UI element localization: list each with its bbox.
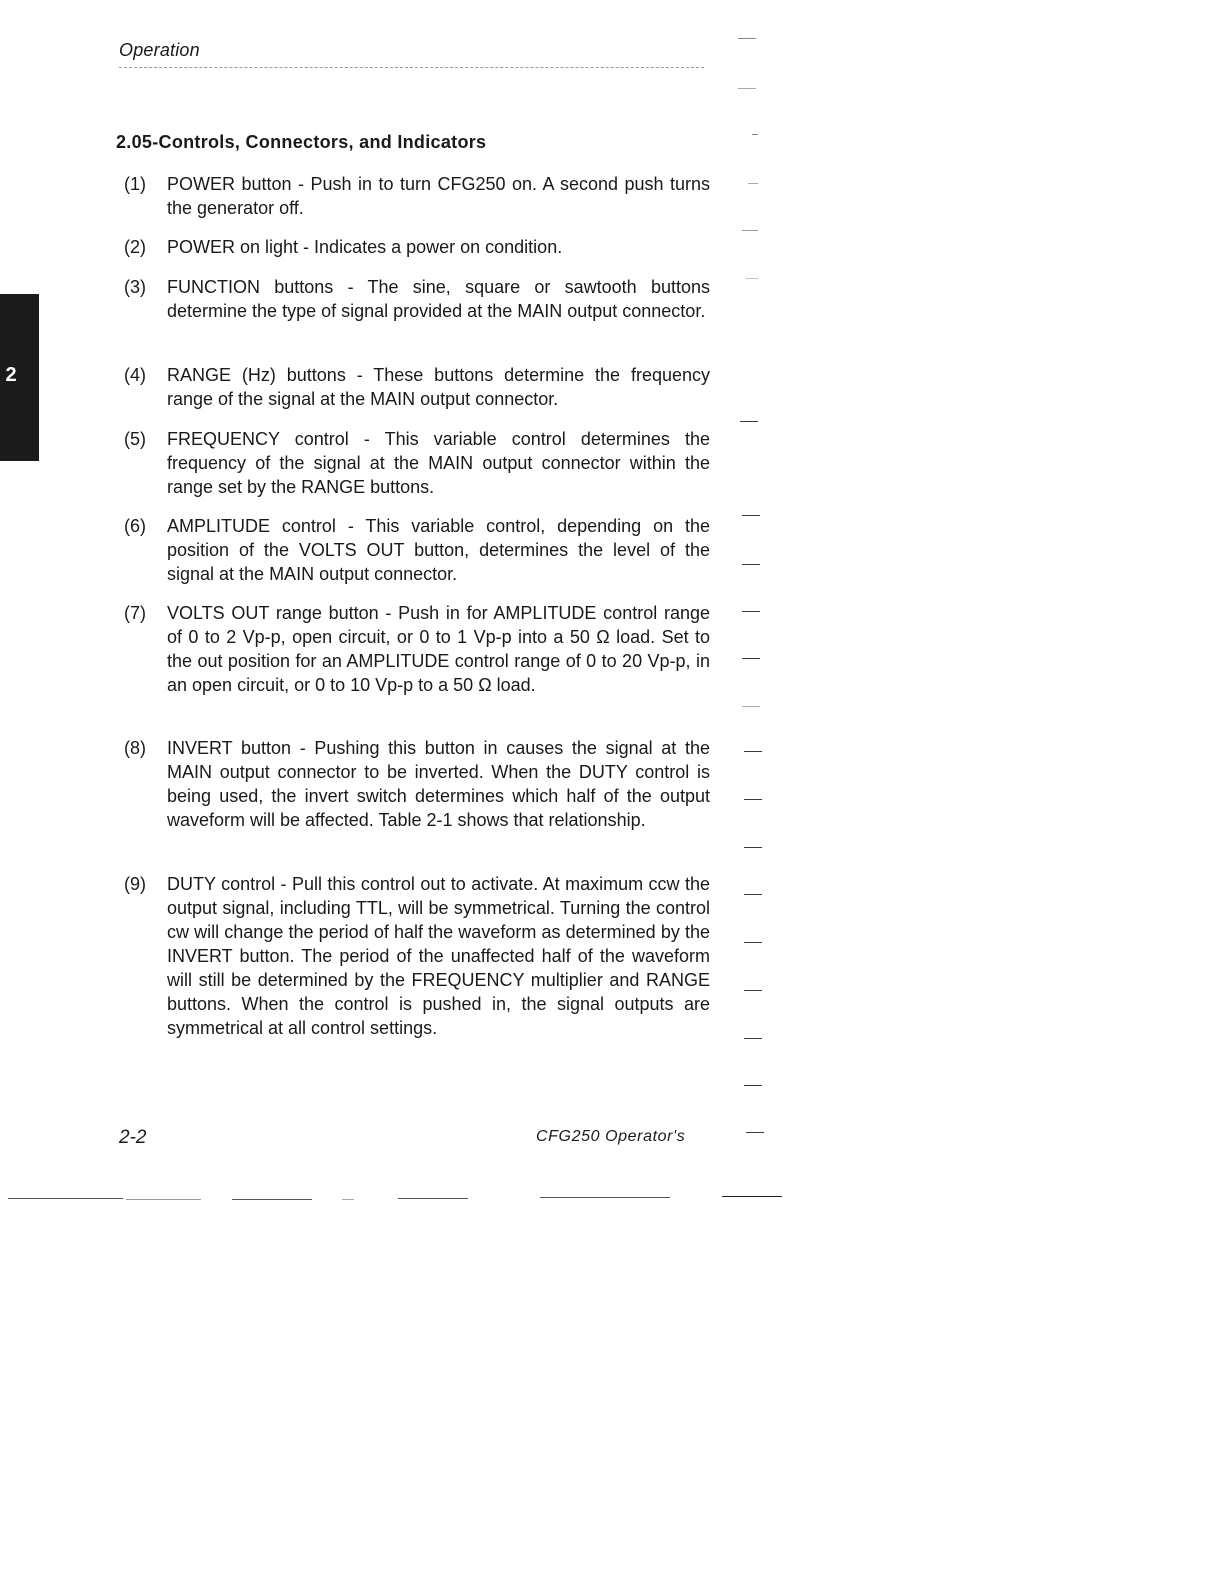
chapter-tab-label: 2 bbox=[5, 364, 17, 386]
list-item bbox=[124, 427, 710, 499]
list-item bbox=[124, 514, 710, 586]
bottom-rule bbox=[8, 1198, 123, 1199]
margin-tick bbox=[738, 38, 756, 39]
margin-tick bbox=[742, 658, 760, 659]
bottom-rule bbox=[342, 1199, 354, 1200]
margin-tick bbox=[752, 134, 758, 135]
chapter-tab bbox=[0, 294, 39, 461]
list-item bbox=[124, 235, 710, 259]
margin-tick bbox=[744, 990, 762, 991]
margin-tick bbox=[748, 183, 758, 184]
item-number: (4) bbox=[124, 365, 146, 385]
item-number: (8) bbox=[124, 738, 146, 758]
section-title: 2.05-Controls, Connectors, and Indicators bbox=[116, 132, 487, 152]
page-number: 2-2 bbox=[119, 1127, 147, 1148]
margin-tick bbox=[742, 515, 760, 516]
list-item bbox=[124, 736, 710, 832]
margin-tick bbox=[738, 88, 756, 89]
margin-tick bbox=[740, 421, 758, 422]
list-item bbox=[124, 363, 710, 411]
margin-tick bbox=[746, 1132, 764, 1133]
margin-tick bbox=[744, 1038, 762, 1039]
margin-tick bbox=[742, 611, 760, 612]
item-number: (9) bbox=[124, 874, 146, 894]
item-text: INVERT button - Pushing this button in causes the signal at the MAIN output connector to be inverted. When the DUTY control is being used, the invert switch determines which half of the output waveform will be affected. Table 2-1 shows that relationship. bbox=[167, 738, 710, 830]
item-number: (3) bbox=[124, 277, 146, 297]
item-text: POWER on light - Indicates a power on condition. bbox=[167, 237, 563, 257]
list-item bbox=[124, 872, 710, 1040]
item-text: AMPLITUDE control - This variable control, depending on the position of the VOLTS OUT button, determines the level of the signal at the MAIN output connector. bbox=[167, 516, 710, 584]
item-number: (7) bbox=[124, 603, 146, 623]
bottom-rule bbox=[232, 1199, 312, 1200]
manual-name: CFG250 Operator's bbox=[536, 1128, 686, 1145]
item-text: FREQUENCY control - This variable control determines the frequency of the signal at the MAIN output connector within the range set by the RANGE buttons. bbox=[167, 429, 710, 497]
margin-tick bbox=[744, 1085, 762, 1086]
item-number: (1) bbox=[124, 174, 146, 194]
item-text: FUNCTION buttons - The sine, square or sawtooth buttons determine the type of signal provided at the MAIN output connector. bbox=[167, 277, 710, 321]
bottom-rule bbox=[398, 1198, 468, 1199]
margin-tick bbox=[746, 278, 758, 279]
margin-tick bbox=[744, 799, 762, 800]
bottom-rule bbox=[722, 1196, 782, 1197]
margin-tick bbox=[744, 751, 762, 752]
list-item bbox=[124, 172, 710, 220]
item-number: (5) bbox=[124, 429, 146, 449]
running-head: Operation bbox=[119, 40, 200, 60]
margin-tick bbox=[742, 230, 758, 231]
margin-tick bbox=[744, 942, 762, 943]
item-text: VOLTS OUT range button - Push in for AMPLITUDE control range of 0 to 2 Vp-p, open circuit, or 0 to 1 Vp-p into a 50 Ω load. Set to the out position for an AMPLITUDE control range of 0 to 20 Vp-p, in an open circuit, or 0 to 10 Vp-p to a 50 Ω load. bbox=[167, 603, 710, 695]
list-item bbox=[124, 275, 710, 323]
margin-tick bbox=[744, 847, 762, 848]
bottom-rule bbox=[540, 1197, 670, 1198]
margin-tick bbox=[742, 706, 760, 707]
item-number: (6) bbox=[124, 516, 146, 536]
item-text: DUTY control - Pull this control out to activate. At maximum ccw the output signal, including TTL, will be symmetrical. Turning the control cw will change the period of half the waveform as determined by the INVERT button. The period of the unaffected half of the waveform will still be determined by the FREQUENCY multiplier and RANGE buttons. When the control is pushed in, the signal outputs are symmetrical at all control settings. bbox=[167, 874, 710, 1038]
margin-tick bbox=[744, 894, 762, 895]
margin-tick bbox=[742, 564, 760, 565]
item-text: POWER button - Push in to turn CFG250 on. A second push turns the generator off. bbox=[167, 174, 710, 218]
item-text: RANGE (Hz) buttons - These buttons determine the frequency range of the signal at the MAIN output connector. bbox=[167, 365, 710, 409]
list-item bbox=[124, 601, 710, 697]
item-number: (2) bbox=[124, 237, 146, 257]
header-rule bbox=[119, 67, 704, 68]
bottom-rule bbox=[126, 1199, 201, 1200]
